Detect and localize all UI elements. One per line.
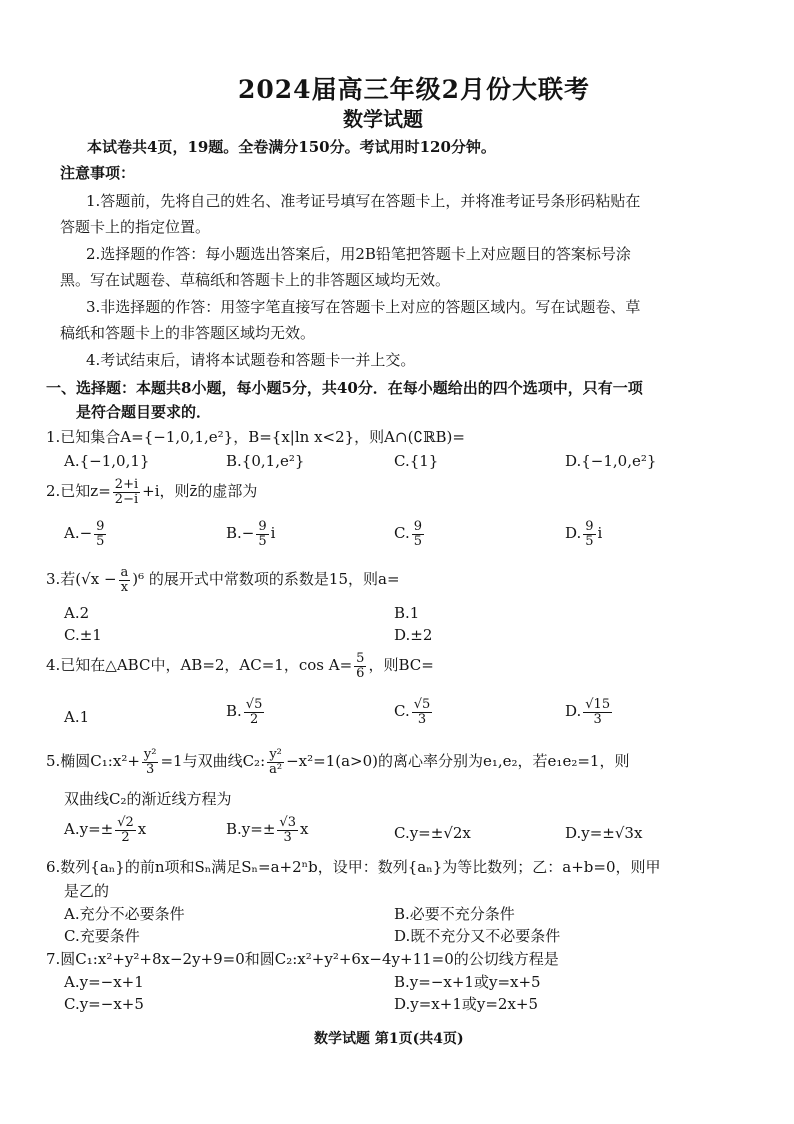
question-6-option-a: A.充分不必要条件: [64, 905, 185, 923]
option-tail: 1: [79, 708, 90, 726]
question-2-option-a: [64, 520, 108, 548]
question-5-stem-line2: 双曲线C₂的渐近线方程为: [64, 790, 232, 808]
question-2-stem-prefix: 2.已知z=: [46, 482, 111, 501]
option-num: √2: [117, 815, 134, 830]
option-num: √15: [585, 697, 611, 712]
question-4-fraction-den: 6: [356, 665, 365, 681]
option-label: C.: [394, 702, 410, 721]
question-2-fraction-den: 2−i: [114, 491, 139, 507]
question-2-option-d: [565, 520, 602, 548]
question-3-fraction-num: a: [120, 565, 129, 580]
option-den: 5: [585, 533, 594, 549]
question-4-fraction-num: 5: [356, 651, 365, 666]
option-den: 3: [283, 829, 292, 845]
question-5-fraction-1-den: 3: [146, 761, 155, 777]
question-6-stem-line1: 6.数列{aₙ}的前n项和Sₙ满足Sₙ=a+2ⁿb，设甲：数列{aₙ}为等比数列；乙：a+b=0，则甲: [46, 858, 661, 876]
option-den: 5: [96, 533, 105, 549]
question-1-option-b: B.{0,1,e²}: [226, 452, 305, 470]
notice-heading: 注意事项：: [60, 164, 136, 182]
question-5-stem-part-b: =1与双曲线C₂:: [160, 752, 266, 771]
question-5-option-b: [226, 816, 308, 844]
exam-intro: 本试卷共4页，19题。全卷满分150分。考试用时120分钟。: [87, 138, 496, 156]
option-label: B.−: [226, 524, 255, 543]
option-num: 9: [585, 519, 594, 534]
option-den: 3: [417, 711, 427, 727]
question-7-option-c: C.y=−x+5: [64, 995, 144, 1013]
option-den: 2: [249, 711, 259, 727]
option-fraction: [94, 520, 106, 548]
option-num: √3: [279, 815, 296, 830]
notice-1-line2: 答题卡上的指定位置。: [60, 218, 211, 236]
question-6-option-d: D.既不充分又不必要条件: [394, 927, 561, 945]
option-num: √5: [413, 697, 431, 712]
option-label: C.: [394, 524, 410, 543]
option-tail: i: [270, 524, 276, 543]
question-3-fraction-den: x: [120, 579, 129, 595]
option-fraction: [412, 520, 424, 548]
question-4-stem-suffix: ，则BC=: [368, 656, 434, 675]
option-den: 5: [258, 533, 267, 549]
question-2-fraction-num: 2+i: [114, 477, 139, 492]
question-3-stem: [46, 566, 400, 594]
option-label: B.y=±: [226, 820, 276, 839]
option-fraction: [115, 816, 136, 844]
question-7-stem: 7.圆C₁:x²+y²+8x−2y+9=0和圆C₂:x²+y²+6x−4y+11=0的公切线方程是: [46, 950, 559, 968]
question-5-stem-part-c: −x²=1(a>0)的离心率分别为e₁,e₂，若e₁e₂=1，则: [286, 752, 630, 771]
option-num: 9: [258, 519, 267, 534]
question-3-option-a: A.2: [64, 604, 90, 622]
exam-subtitle: 数学试题: [343, 107, 423, 131]
question-6-option-c: C.充要条件: [64, 927, 140, 945]
question-2-stem: [46, 478, 257, 506]
question-4-option-c: [394, 698, 434, 726]
question-5-fraction-2-num: y²: [269, 747, 282, 762]
question-4-fraction: [354, 652, 366, 680]
option-tail: x: [299, 820, 309, 839]
question-5-fraction-2-den: a²: [269, 761, 283, 777]
option-label: D.: [565, 524, 582, 543]
option-fraction: [244, 698, 265, 726]
option-fraction: [277, 816, 298, 844]
question-5-fraction-1-num: y²: [143, 747, 157, 762]
question-7-option-a: A.y=−x+1: [64, 973, 144, 991]
notice-4-line1: 4.考试结束后，请将本试题卷和答题卡一并上交。: [86, 351, 416, 369]
question-1-stem: 1.已知集合A={−1,0,1,e²}，B={x|ln x<2}，则A∩(∁ℝB)=: [46, 428, 465, 446]
option-fraction: [412, 698, 433, 726]
notice-2-line2: 黑。写在试题卷、草稿纸和答题卡上的非答题区域均无效。: [60, 271, 451, 289]
section-heading-line2: 是符合题目要求的．: [76, 403, 212, 421]
question-4-option-d: [565, 698, 614, 726]
option-fraction: [583, 520, 595, 548]
notice-1-line1: 1.答题前，先将自己的姓名、准考证号填写在答题卡上，并将准考证号条形码粘贴在: [86, 192, 641, 210]
question-1-option-a: A.{−1,0,1}: [64, 452, 150, 470]
option-label: B.: [226, 702, 242, 721]
option-fraction: [583, 698, 612, 726]
question-5-option-c: C.y=±√2x: [394, 824, 471, 842]
question-5-stem-part-a: 5.椭圆C₁:x²+: [46, 752, 140, 771]
question-4-option-b: [226, 698, 266, 726]
page-footer: 数学试题 第1页(共4页): [314, 1031, 464, 1047]
question-5-option-a: [64, 816, 146, 844]
exam-title: 2024届高三年级2月份大联考: [238, 75, 590, 104]
notice-2-line1: 2.选择题的作答：每小题选出答案后，用2B铅笔把答题卡上对应题目的答案标号涂: [86, 245, 631, 263]
question-5-option-d: D.y=±√3x: [565, 824, 643, 842]
option-den: 5: [413, 533, 422, 549]
option-num: 9: [413, 519, 422, 534]
option-num: 9: [96, 519, 105, 534]
notice-3-line2: 稿纸和答题卡上的非答题区域均无效。: [60, 324, 316, 342]
question-6-option-b: B.必要不充分条件: [394, 905, 515, 923]
question-4-stem-prefix: 4.已知在△ABC中，AB=2，AC=1，cos A=: [46, 656, 353, 675]
question-1-option-d: D.{−1,0,e²}: [565, 452, 657, 470]
question-3-option-c: C.±1: [64, 626, 102, 644]
option-tail: x: [137, 820, 147, 839]
option-label: D.: [565, 702, 582, 721]
question-7-option-b: B.y=−x+1或y=x+5: [394, 973, 541, 991]
option-label: A.: [64, 708, 80, 726]
section-heading-line1: 一、选择题：本题共8小题，每小题5分，共40分．在每小题给出的四个选项中，只有一项: [46, 379, 643, 397]
question-2-stem-suffix: +i，则z̄的虚部为: [142, 482, 258, 501]
question-3-stem-prefix: 3.若(√x −: [46, 570, 117, 589]
question-5-fraction-2: [267, 748, 284, 776]
question-2-option-b: [226, 520, 275, 548]
option-fraction: [256, 520, 268, 548]
option-num: √5: [245, 697, 263, 712]
question-6-stem-line2: 是乙的: [64, 882, 110, 900]
question-4-stem: [46, 652, 434, 680]
question-3-option-b: B.1: [394, 604, 420, 622]
question-3-fraction: [119, 566, 131, 594]
question-4-option-a: [64, 706, 89, 728]
option-label: A.y=±: [64, 820, 114, 839]
option-den: 2: [121, 829, 130, 845]
question-2-fraction: [113, 478, 140, 506]
question-2-option-c: [394, 520, 426, 548]
option-den: 3: [593, 711, 602, 727]
question-3-option-d: D.±2: [394, 626, 433, 644]
option-label: A.−: [64, 524, 93, 543]
question-3-stem-suffix: )⁶ 的展开式中常数项的系数是15，则a=: [132, 570, 400, 589]
question-7-option-d: D.y=x+1或y=2x+5: [394, 995, 539, 1013]
option-tail: i: [597, 524, 603, 543]
notice-3-line1: 3.非选择题的作答：用签字笔直接写在答题卡上对应的答题区域内。写在试题卷、草: [86, 298, 641, 316]
question-1-option-c: C.{1}: [394, 452, 439, 470]
question-5-fraction-1: [142, 748, 159, 776]
question-5-stem-line1: [46, 748, 629, 776]
